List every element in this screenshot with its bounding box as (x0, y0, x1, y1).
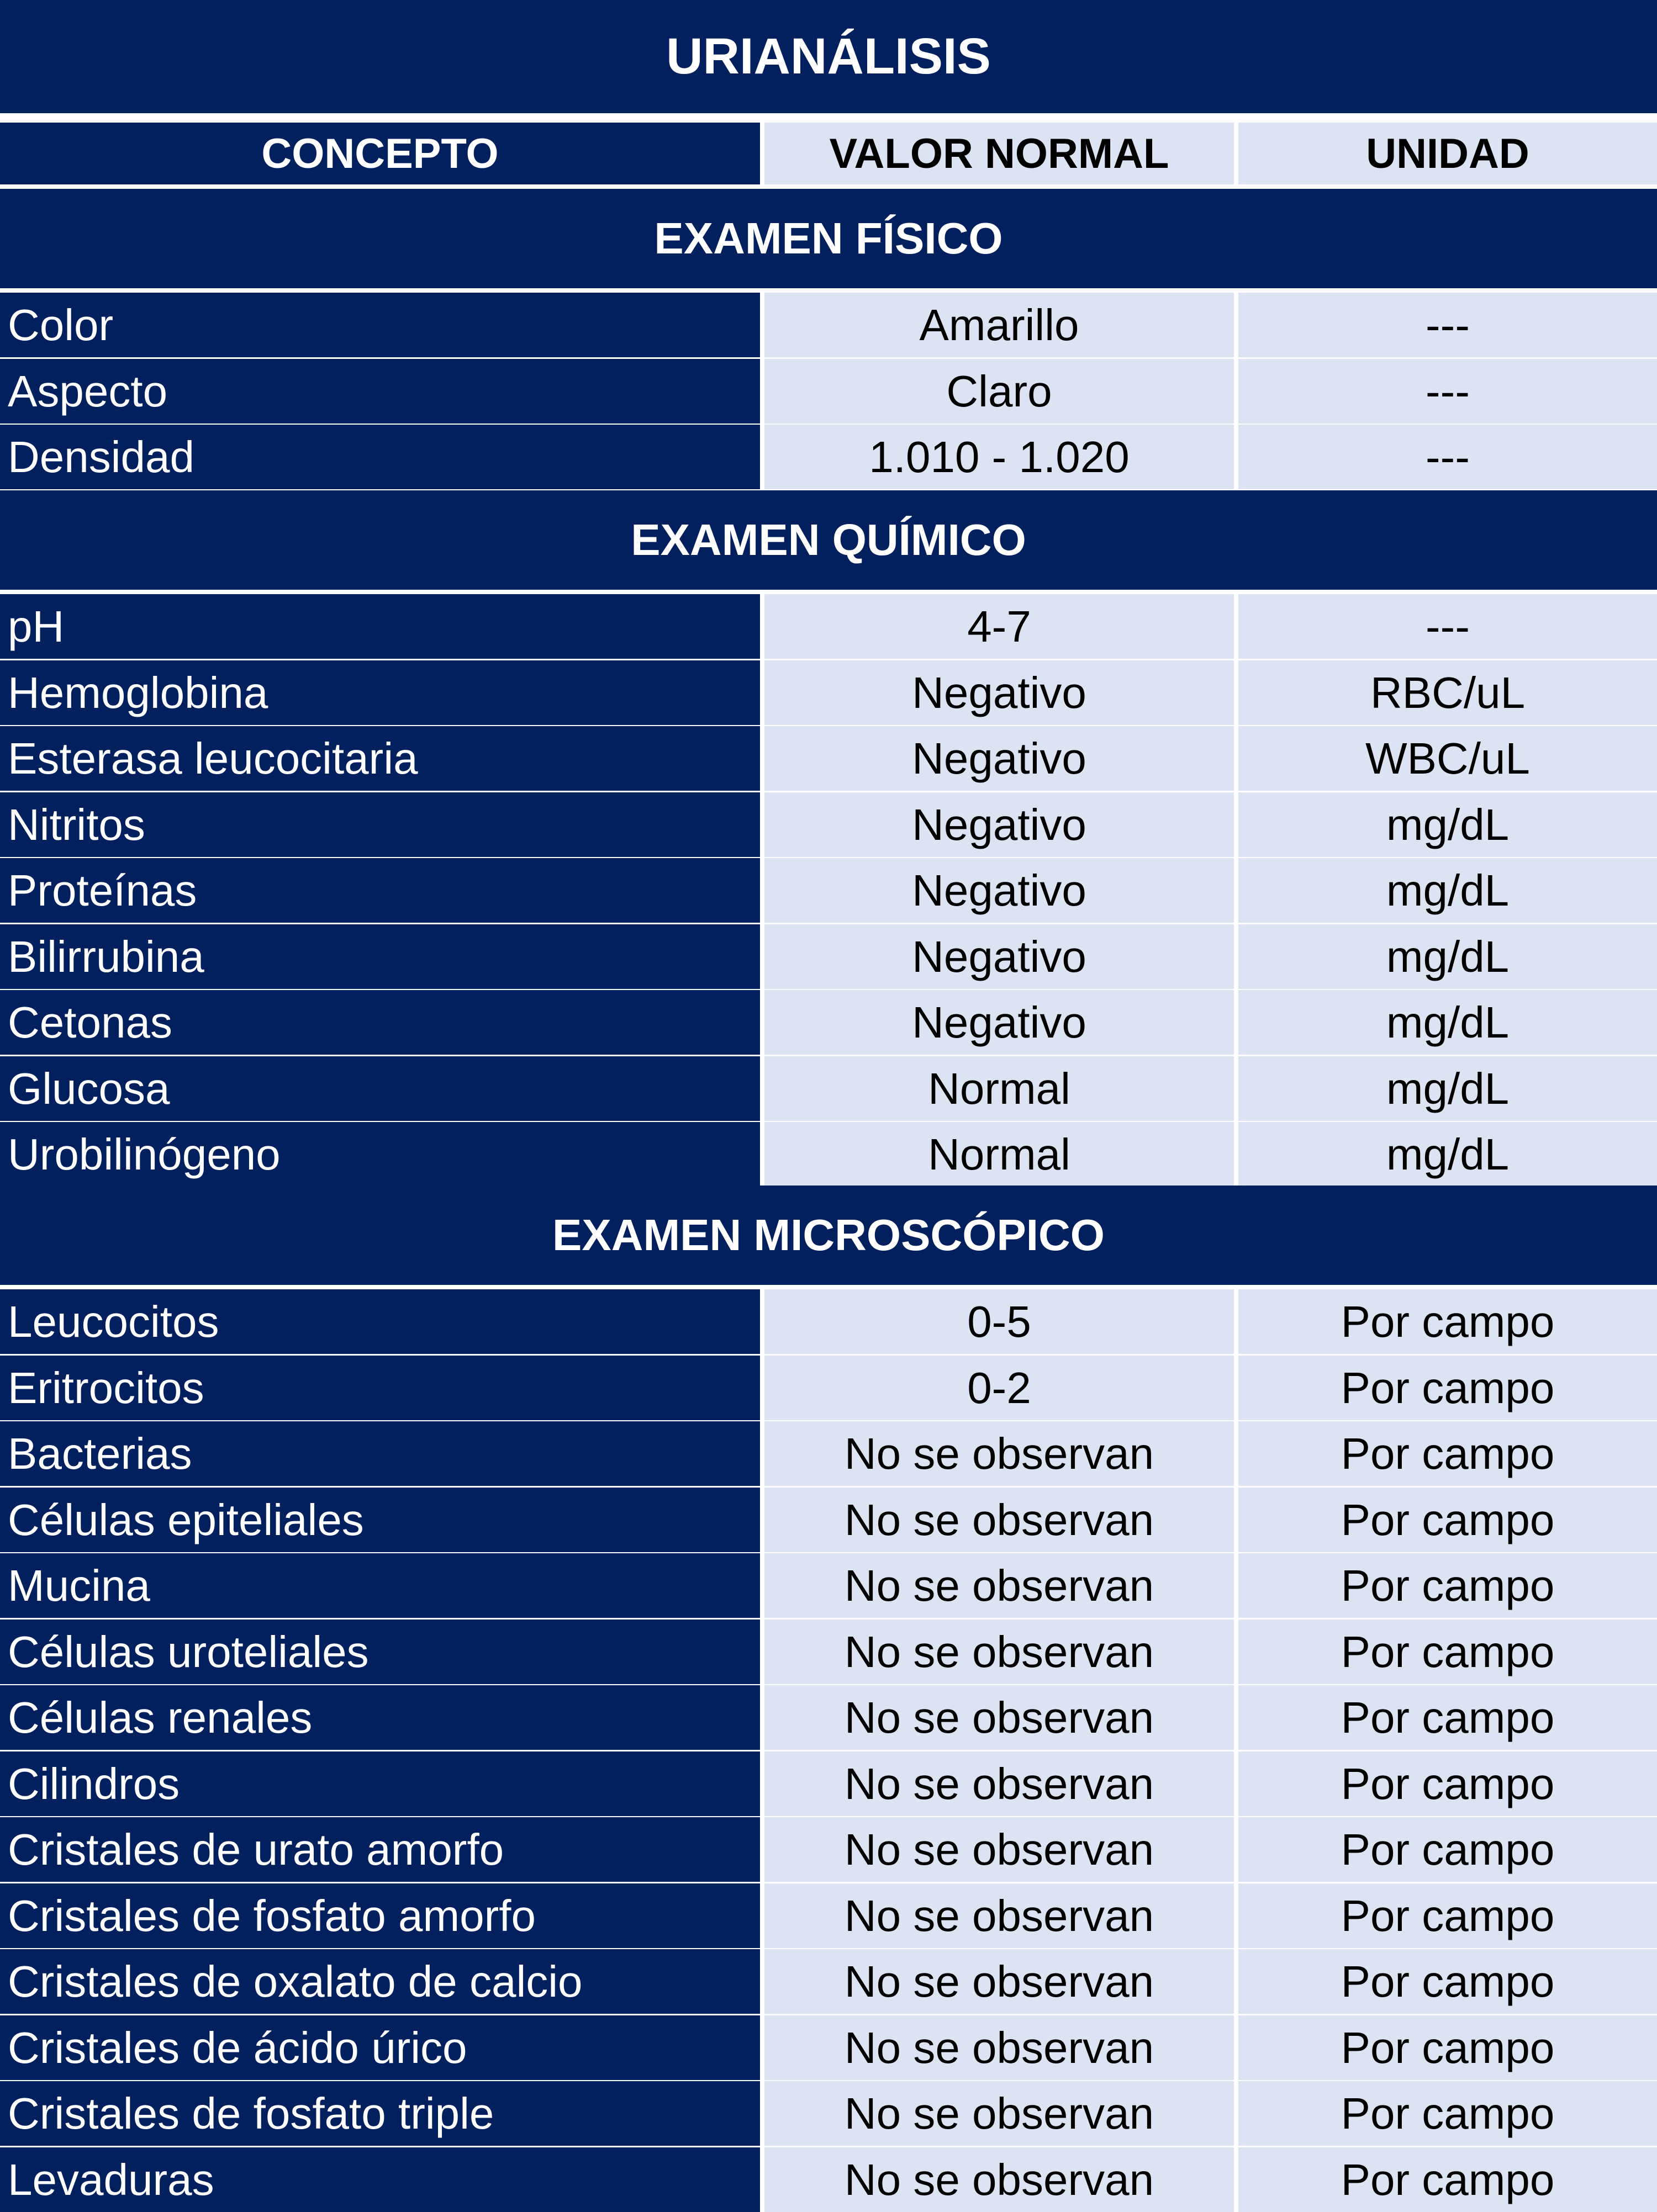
cell-unidad: Por campo (1238, 2015, 1657, 2080)
cell-valor: Negativo (764, 792, 1234, 857)
table-row (0, 1488, 1657, 1552)
cell-valor: No se observan (764, 2015, 1234, 2080)
cell-unidad: Por campo (1238, 1685, 1657, 1750)
table-row (0, 425, 1657, 489)
table-title: URIANÁLISIS (0, 0, 1657, 113)
cell-concepto: Leucocitos (0, 1289, 760, 1354)
cell-concepto: Bacterias (0, 1421, 760, 1486)
cell-unidad: RBC/uL (1238, 660, 1657, 725)
table-row (0, 660, 1657, 725)
cell-valor: No se observan (764, 2081, 1234, 2146)
cell-unidad: --- (1238, 594, 1657, 659)
table-row (0, 1421, 1657, 1486)
column-header-row (0, 123, 1657, 184)
cell-valor: No se observan (764, 1685, 1234, 1750)
cell-concepto: Cristales de urato amorfo (0, 1817, 760, 1882)
cell-valor: Negativo (764, 924, 1234, 989)
section-title-examen-microscopico: EXAMEN MICROSCÓPICO (0, 1186, 1657, 1285)
table-row (0, 726, 1657, 791)
table-row (0, 1289, 1657, 1354)
cell-unidad: --- (1238, 293, 1657, 357)
cell-concepto: Bilirrubina (0, 924, 760, 989)
cell-concepto: Cristales de fosfato amorfo (0, 1883, 760, 1948)
cell-valor: No se observan (764, 1421, 1234, 1486)
cell-unidad: WBC/uL (1238, 726, 1657, 791)
cell-concepto: Células epiteliales (0, 1488, 760, 1552)
table-row (0, 1056, 1657, 1121)
cell-valor: No se observan (764, 1817, 1234, 1882)
cell-concepto: Levaduras (0, 2147, 760, 2212)
cell-unidad: Por campo (1238, 1949, 1657, 2014)
cell-valor: 4-7 (764, 594, 1234, 659)
table-row (0, 2081, 1657, 2146)
cell-unidad: Por campo (1238, 1883, 1657, 1948)
cell-unidad: Por campo (1238, 1488, 1657, 1552)
table-row (0, 1356, 1657, 1420)
cell-valor: No se observan (764, 1949, 1234, 2014)
table-row (0, 1122, 1657, 1187)
table-row (0, 2147, 1657, 2212)
table-row (0, 1883, 1657, 1948)
table-row (0, 924, 1657, 989)
column-header-unidad: UNIDAD (1238, 123, 1657, 184)
cell-valor: Negativo (764, 726, 1234, 791)
cell-unidad: Por campo (1238, 1620, 1657, 1684)
cell-concepto: Cristales de oxalato de calcio (0, 1949, 760, 2014)
cell-valor: Claro (764, 359, 1234, 424)
cell-unidad: Por campo (1238, 2081, 1657, 2146)
cell-valor: 0-5 (764, 1289, 1234, 1354)
cell-unidad: --- (1238, 359, 1657, 424)
cell-unidad: Por campo (1238, 1817, 1657, 1882)
cell-concepto: Hemoglobina (0, 660, 760, 725)
cell-valor: No se observan (764, 1488, 1234, 1552)
cell-valor: Normal (764, 1122, 1234, 1187)
cell-unidad: mg/dL (1238, 1122, 1657, 1187)
cell-concepto: Células renales (0, 1685, 760, 1750)
cell-unidad: Por campo (1238, 1289, 1657, 1354)
cell-concepto: Proteínas (0, 858, 760, 923)
cell-unidad: Por campo (1238, 2147, 1657, 2212)
table-row (0, 1553, 1657, 1618)
cell-valor: No se observan (764, 1883, 1234, 1948)
cell-concepto: Color (0, 293, 760, 357)
column-header-valor-normal: VALOR NORMAL (764, 123, 1234, 184)
cell-valor: Normal (764, 1056, 1234, 1121)
cell-concepto: Mucina (0, 1553, 760, 1618)
cell-concepto: Nitritos (0, 792, 760, 857)
table-row (0, 1751, 1657, 1816)
cell-valor: Negativo (764, 660, 1234, 725)
table-row (0, 858, 1657, 923)
cell-concepto: Cristales de ácido úrico (0, 2015, 760, 2080)
cell-concepto: Células uroteliales (0, 1620, 760, 1684)
cell-unidad: mg/dL (1238, 792, 1657, 857)
cell-unidad: mg/dL (1238, 858, 1657, 923)
cell-valor: No se observan (764, 2147, 1234, 2212)
cell-valor: No se observan (764, 1751, 1234, 1816)
cell-valor: Negativo (764, 858, 1234, 923)
table-row (0, 1949, 1657, 2014)
table-row (0, 293, 1657, 357)
cell-valor: 1.010 - 1.020 (764, 425, 1234, 489)
cell-concepto: Densidad (0, 425, 760, 489)
cell-concepto: Glucosa (0, 1056, 760, 1121)
cell-concepto: Urobilinógeno (0, 1122, 760, 1187)
cell-valor: No se observan (764, 1620, 1234, 1684)
cell-unidad: mg/dL (1238, 924, 1657, 989)
cell-concepto: Cetonas (0, 990, 760, 1055)
cell-concepto: Aspecto (0, 359, 760, 424)
table-row (0, 1685, 1657, 1750)
cell-unidad: --- (1238, 425, 1657, 489)
cell-unidad: Por campo (1238, 1751, 1657, 1816)
cell-valor: Amarillo (764, 293, 1234, 357)
cell-valor: No se observan (764, 1553, 1234, 1618)
table-row (0, 2015, 1657, 2080)
cell-unidad: mg/dL (1238, 990, 1657, 1055)
cell-concepto: Eritrocitos (0, 1356, 760, 1420)
table-row (0, 1620, 1657, 1684)
table-row (0, 1817, 1657, 1882)
cell-valor: 0-2 (764, 1356, 1234, 1420)
cell-concepto: Cilindros (0, 1751, 760, 1816)
cell-unidad: Por campo (1238, 1553, 1657, 1618)
table-row (0, 594, 1657, 659)
section-title-examen-fisico: EXAMEN FÍSICO (0, 189, 1657, 288)
cell-concepto: Esterasa leucocitaria (0, 726, 760, 791)
table-row (0, 359, 1657, 424)
cell-concepto: Cristales de fosfato triple (0, 2081, 760, 2146)
table-row (0, 792, 1657, 857)
table-row (0, 990, 1657, 1055)
cell-unidad: mg/dL (1238, 1056, 1657, 1121)
cell-unidad: Por campo (1238, 1421, 1657, 1486)
column-header-concepto: CONCEPTO (0, 123, 760, 184)
cell-concepto: pH (0, 594, 760, 659)
section-title-examen-quimico: EXAMEN QUÍMICO (0, 490, 1657, 590)
cell-valor: Negativo (764, 990, 1234, 1055)
cell-unidad: Por campo (1238, 1356, 1657, 1420)
